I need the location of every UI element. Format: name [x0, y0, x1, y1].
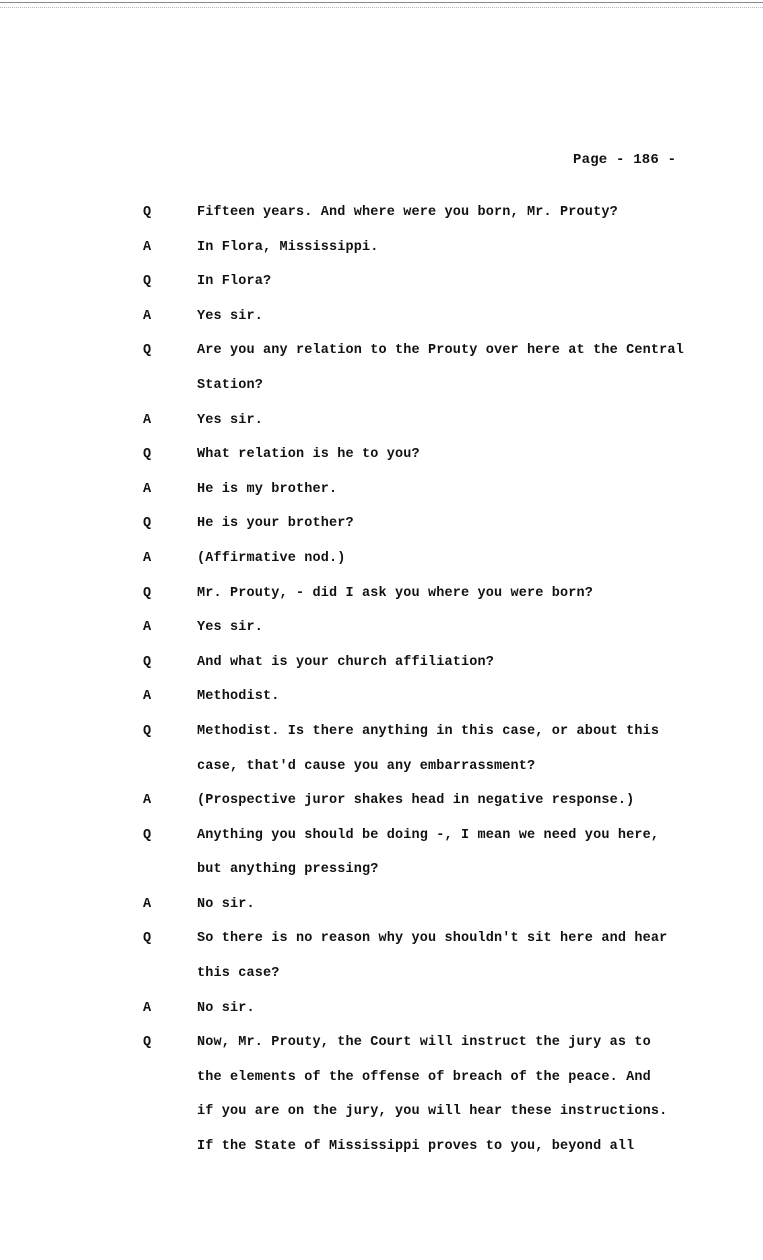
line-text: No sir.	[197, 1000, 255, 1016]
line-text: Methodist. Is there anything in this case, or about this	[197, 723, 660, 739]
speaker-label: Q	[143, 654, 152, 670]
line-text: Methodist.	[197, 689, 280, 705]
transcript-line	[0, 964, 763, 999]
transcript-body	[0, 203, 763, 1172]
speaker-label: A	[143, 239, 152, 255]
transcript-line	[0, 722, 763, 757]
line-text: but anything pressing?	[197, 862, 379, 878]
transcript-line	[0, 514, 763, 549]
line-text: Now, Mr. Prouty, the Court will instruct the jury as to	[197, 1035, 651, 1051]
transcript-line	[0, 1068, 763, 1103]
transcript-line	[0, 480, 763, 515]
line-text: He is your brother?	[197, 516, 354, 532]
speaker-label: A	[143, 896, 152, 912]
speaker-label: Q	[143, 205, 152, 220]
transcript-line	[0, 895, 763, 930]
transcript-line	[0, 999, 763, 1034]
transcript-line	[0, 411, 763, 446]
transcript-line	[0, 1033, 763, 1068]
speaker-label: A	[143, 412, 152, 428]
line-text: So there is no reason why you shouldn't sit here and hear	[197, 931, 668, 947]
transcript-line	[0, 826, 763, 861]
transcript-line	[0, 860, 763, 895]
transcript-line	[0, 1137, 763, 1172]
line-text: Station?	[197, 377, 264, 393]
line-text: Mr. Prouty, - did I ask you where you were born?	[197, 585, 594, 601]
transcript-line	[0, 203, 763, 238]
page-number: Page - 186 -	[573, 152, 677, 168]
line-text: Are you any relation to the Prouty over here at the Central	[197, 343, 684, 359]
speaker-label: Q	[143, 274, 152, 290]
speaker-label: A	[143, 308, 152, 324]
line-text: If the State of Mississippi proves to you, beyond all	[197, 1139, 635, 1155]
transcript-line	[0, 687, 763, 722]
speaker-label: A	[143, 689, 152, 705]
transcript-line	[0, 307, 763, 342]
transcript-line	[0, 791, 763, 826]
line-text: the elements of the offense of breach of the peace. And	[197, 1069, 651, 1085]
line-text: In Flora?	[197, 274, 272, 290]
transcript-line	[0, 272, 763, 307]
line-text: this case?	[197, 966, 280, 982]
transcript-line	[0, 341, 763, 376]
line-text: No sir.	[197, 896, 255, 912]
speaker-label: A	[143, 620, 152, 636]
line-text: What relation is he to you?	[197, 447, 420, 463]
speaker-label: A	[143, 481, 152, 497]
transcript-line	[0, 584, 763, 619]
speaker-label: Q	[143, 1035, 152, 1051]
line-text: (Affirmative nod.)	[197, 550, 346, 566]
transcript-line	[0, 445, 763, 480]
speaker-label: Q	[143, 585, 152, 601]
speaker-label: Q	[143, 723, 152, 739]
line-text: Anything you should be doing -, I mean we need you here,	[197, 827, 660, 843]
speaker-label: Q	[143, 516, 152, 532]
transcript-line	[0, 929, 763, 964]
line-text: Yes sir.	[197, 412, 264, 428]
line-text: case, that'd cause you any embarrassment?	[197, 758, 536, 774]
line-text: And what is your church affiliation?	[197, 654, 495, 670]
transcript-line	[0, 376, 763, 411]
line-text: Yes sir.	[197, 308, 264, 324]
speaker-label: Q	[143, 447, 152, 463]
speaker-label: Q	[143, 827, 152, 843]
speaker-label: Q	[143, 931, 152, 947]
page-top-edge	[0, 2, 763, 8]
transcript-line	[0, 653, 763, 688]
line-text: Yes sir.	[197, 620, 264, 636]
transcript-line	[0, 238, 763, 273]
speaker-label: A	[143, 1000, 152, 1016]
transcript-line	[0, 757, 763, 792]
line-text: if you are on the jury, you will hear these instructions.	[197, 1104, 668, 1120]
line-text: In Flora, Mississippi.	[197, 239, 379, 255]
transcript-line	[0, 1102, 763, 1137]
speaker-label: A	[143, 793, 152, 809]
line-text: Fifteen years. And where were you born, Mr. Prouty?	[197, 205, 618, 220]
speaker-label: A	[143, 550, 152, 566]
speaker-label: Q	[143, 343, 152, 359]
transcript-line	[0, 549, 763, 584]
transcript-line	[0, 618, 763, 653]
line-text: (Prospective juror shakes head in negative response.)	[197, 793, 635, 809]
line-text: He is my brother.	[197, 481, 338, 497]
